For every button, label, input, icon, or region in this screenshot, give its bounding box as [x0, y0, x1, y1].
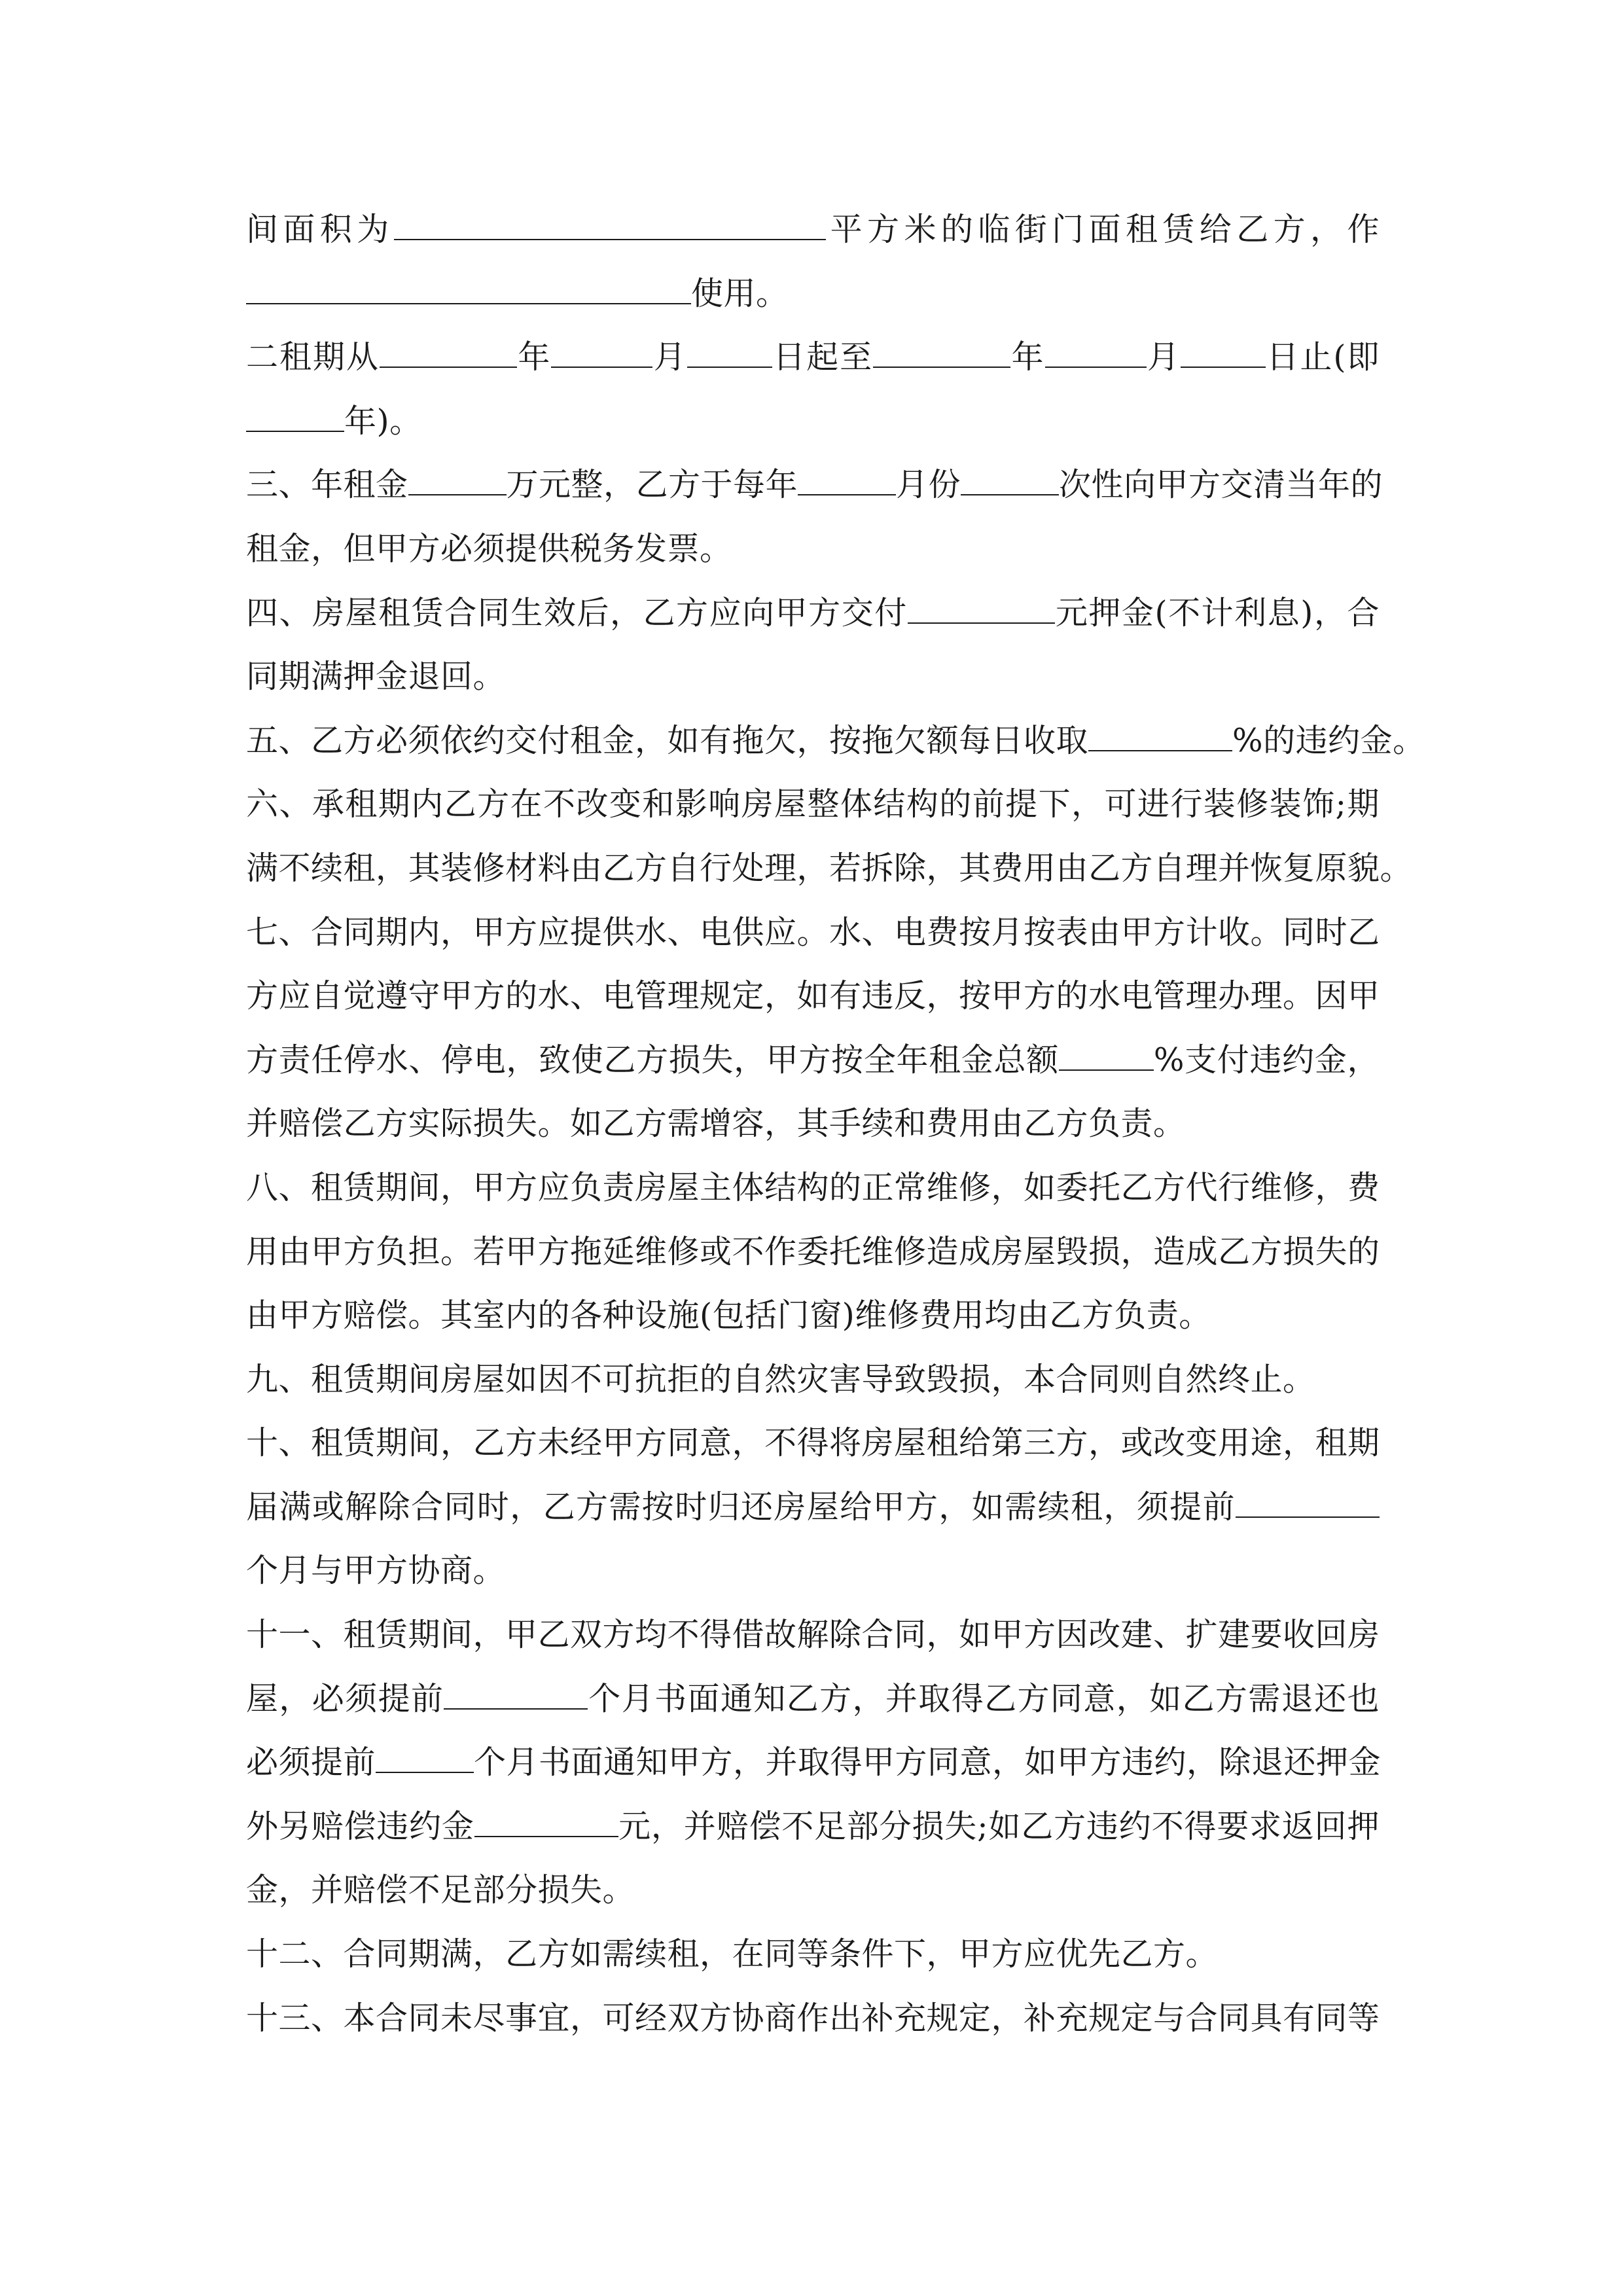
text-segment: 月: [652, 338, 687, 376]
text-line: [246, 645, 1380, 709]
fill-in-blank: [1059, 1039, 1154, 1071]
text-line: [246, 1220, 1380, 1284]
fill-in-blank: [551, 336, 652, 368]
text-segment: 十、租赁期间，乙方未经甲方同意，不得将房屋租给第三方，或改变用途，租期: [246, 1424, 1380, 1462]
text-segment: 十一、租赁期间，甲乙双方均不得借故解除合同，如甲方因改建、扩建要收回房: [246, 1616, 1380, 1654]
text-segment: 租金，但甲方必须提供税务发票。: [246, 529, 732, 567]
fill-in-blank: [687, 336, 772, 368]
text-segment: 元押金(不计利息)，合: [1054, 594, 1380, 632]
text-segment: 次性向甲方交清当年的: [1059, 466, 1383, 504]
text-segment: 间面积为: [246, 211, 394, 248]
text-segment: 六、承租期内乙方在不改变和影响房屋整体结构的前提下，可进行装修装饰;期: [246, 785, 1380, 823]
text-segment: 方应自觉遵守甲方的水、电管理规定，如有违反，按甲方的水电管理办理。因甲: [246, 977, 1380, 1015]
fill-in-blank: [380, 336, 517, 368]
fill-in-blank: [1045, 336, 1147, 368]
text-segment: 元，并赔偿不足部分损失;如乙方违约不得要求返回押: [618, 1807, 1380, 1845]
text-line: [246, 581, 1380, 645]
text-segment: 万元整，乙方于每年: [506, 466, 798, 504]
text-line: [246, 964, 1380, 1028]
fill-in-blank: [961, 464, 1059, 495]
text-line: [246, 389, 1380, 454]
text-segment: 七、合同期内，甲方应提供水、电供应。水、电费按月按表由甲方计收。同时乙: [246, 913, 1380, 951]
text-line: [246, 198, 1380, 262]
text-segment: 月: [1146, 338, 1181, 376]
text-segment: 同期满押金退回。: [246, 658, 506, 696]
fill-in-blank: [408, 464, 507, 495]
text-line: [246, 1667, 1380, 1731]
text-segment: 四、房屋租赁合同生效后，乙方应向甲方交付: [246, 594, 908, 632]
text-line: [246, 1092, 1380, 1156]
text-segment: 届满或解除合同时，乙方需按时归还房屋给甲方，如需续租，须提前: [246, 1488, 1236, 1526]
fill-in-blank: [1181, 336, 1266, 368]
fill-in-blank: [1236, 1486, 1380, 1518]
text-line: [246, 709, 1425, 773]
text-segment: 使用。: [691, 274, 789, 312]
text-line: [246, 517, 1380, 581]
text-segment: 个月书面通知甲方，并取得甲方同意，如甲方违约，除退还押金: [474, 1744, 1382, 1782]
text-segment: 日止(即: [1265, 338, 1380, 376]
text-segment: 十二、合同期满，乙方如需续租，在同等条件下，甲方应优先乙方。: [246, 1935, 1219, 1973]
text-segment: 月份: [896, 466, 961, 504]
text-line: [246, 901, 1380, 965]
fill-in-blank: [474, 1806, 618, 1837]
text-line: [246, 1028, 1380, 1092]
text-segment: 金，并赔偿不足部分损失。: [246, 1871, 635, 1909]
text-line: [246, 1986, 1380, 2051]
text-segment: 八、租赁期间，甲方应负责房屋主体结构的正常维修，如委托乙方代行维修，费: [246, 1168, 1380, 1206]
text-segment: 年)。: [344, 402, 422, 440]
text-line: [246, 453, 1383, 517]
fill-in-blank: [798, 464, 896, 495]
text-segment: 五、乙方必须依约交付租金，如有拖欠，按拖欠额每日收取: [246, 721, 1089, 759]
text-segment: 三、年租金: [246, 466, 408, 504]
text-line: [246, 1603, 1380, 1667]
text-segment: 平方米的临街门面租赁给乙方，作: [825, 211, 1380, 248]
fill-in-blank: [376, 1742, 474, 1773]
text-segment: 日起至: [772, 338, 874, 376]
text-segment: 屋，必须提前: [246, 1679, 444, 1717]
text-line: [246, 1858, 1380, 1922]
fill-in-blank: [444, 1678, 588, 1710]
text-segment: 由甲方赔偿。其室内的各种设施(包括门窗)维修费用均由乙方负责。: [246, 1297, 1211, 1335]
text-line: [246, 1348, 1380, 1412]
text-line: [246, 1539, 1380, 1603]
contract-body: [246, 198, 1425, 2050]
text-segment: 用由甲方负担。若甲方拖延维修或不作委托维修造成房屋毁损，造成乙方损失的: [246, 1232, 1380, 1270]
text-segment: 九、租赁期间房屋如因不可抗拒的自然灾害导致毁损，本合同则自然终止。: [246, 1360, 1315, 1398]
fill-in-blank: [246, 273, 691, 304]
text-line: [246, 1411, 1380, 1475]
text-segment: 年: [516, 338, 552, 376]
text-segment: 个月书面通知乙方，并取得乙方同意，如乙方需退还也: [588, 1679, 1380, 1717]
text-line: [246, 262, 1380, 326]
text-segment: %的违约金。: [1232, 721, 1425, 759]
fill-in-blank: [908, 592, 1055, 624]
text-segment: 个月与甲方协商。: [246, 1552, 506, 1590]
fill-in-blank: [394, 209, 826, 240]
fill-in-blank: [246, 401, 344, 432]
text-segment: 十三、本合同未尽事宜，可经双方协商作出补充规定，补充规定与合同具有同等: [246, 1999, 1380, 2037]
text-line: [246, 1795, 1380, 1859]
text-line: [246, 1731, 1380, 1795]
fill-in-blank: [1088, 720, 1232, 751]
text-segment: 外另赔偿违约金: [246, 1807, 474, 1845]
text-line: [246, 1475, 1380, 1539]
text-segment: 满不续租，其装修材料由乙方自行处理，若拆除，其费用由乙方自理并恢复原貌。: [246, 849, 1413, 887]
text-segment: 并赔偿乙方实际损失。如乙方需增容，其手续和费用由乙方负责。: [246, 1105, 1186, 1143]
text-line: [246, 772, 1380, 836]
text-segment: 年: [1010, 338, 1045, 376]
fill-in-blank: [873, 336, 1010, 368]
text-segment: 必须提前: [246, 1744, 376, 1782]
text-line: [246, 1156, 1380, 1220]
text-line: [246, 836, 1413, 901]
text-line: [246, 1922, 1380, 1986]
text-line: [246, 325, 1380, 389]
text-line: [246, 1283, 1380, 1348]
text-segment: %支付违约金，: [1153, 1041, 1380, 1079]
text-segment: 二租期从: [246, 338, 380, 376]
text-segment: 方责任停水、停电，致使乙方损失，甲方按全年租金总额: [246, 1041, 1059, 1079]
